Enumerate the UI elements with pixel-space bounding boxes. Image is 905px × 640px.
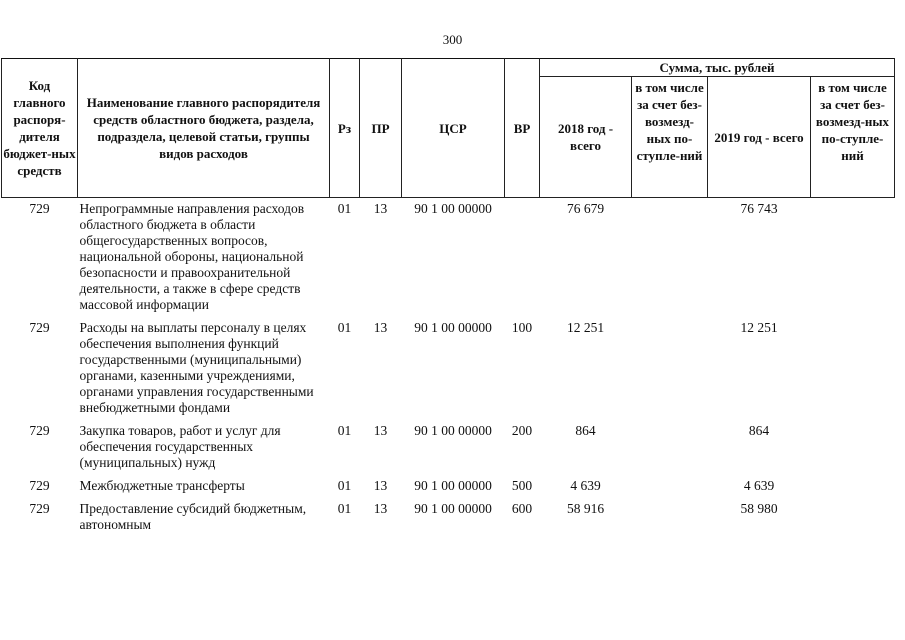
table-row [2, 498, 895, 537]
cell-vr [505, 198, 540, 318]
cell-2019-gratuitous [811, 475, 895, 498]
cell-pr: 13 [373, 320, 388, 335]
cell-code: 729 [29, 201, 50, 216]
page-number: 300 [442, 32, 463, 47]
cell-pr: 13 [373, 201, 388, 216]
cell-vr: 100 [511, 320, 533, 335]
cell-csr: 90 1 00 00000 [414, 320, 492, 335]
cell-2018-gratuitous [632, 317, 708, 420]
cell-2018-total: 864 [575, 423, 596, 438]
header-rz: Рз [330, 59, 360, 198]
table-row [2, 475, 895, 498]
cell-2019-total: 12 251 [740, 320, 778, 335]
cell-2019-total: 864 [748, 423, 770, 438]
cell-2018-gratuitous [632, 198, 708, 318]
cell-2018-total: 76 679 [566, 201, 605, 216]
cell-csr: 90 1 00 00000 [414, 201, 492, 216]
cell-2018-total: 4 639 [570, 478, 601, 493]
cell-2018-gratuitous [632, 420, 708, 475]
budget-table [1, 58, 895, 537]
cell-name: Непрограммные направления расходов областного бюджета в области общегосударственных вопросов, национальной обороны, национальной безопасности и правоохранительной деятельности, а также в сфере средств массовой информации [79, 201, 305, 312]
header-2019-total: 2019 год - всего [708, 77, 811, 198]
cell-code: 729 [29, 478, 50, 493]
cell-2018-gratuitous [632, 475, 708, 498]
table-row [2, 420, 895, 475]
cell-code: 729 [29, 501, 50, 516]
header-sum-group: Сумма, тыс. рублей [540, 59, 895, 77]
cell-csr: 90 1 00 00000 [414, 423, 492, 438]
cell-2019-gratuitous [811, 317, 895, 420]
cell-2019-gratuitous [811, 198, 895, 318]
header-vr: ВР [505, 59, 540, 198]
cell-vr: 500 [511, 478, 533, 493]
cell-rz: 01 [337, 423, 352, 438]
header-2018-gratuitous: в том числе за счет без-возмезд-ных по-ступле-ний [632, 77, 708, 198]
cell-2019-total: 76 743 [740, 201, 778, 216]
table-body [2, 198, 895, 538]
cell-name: Предоставление субсидий бюджетным, автономным [79, 501, 307, 532]
header-2018-total: 2018 год - всего [540, 77, 632, 198]
cell-vr: 600 [511, 501, 533, 516]
cell-name: Межбюджетные трансферты [79, 478, 245, 493]
cell-vr: 200 [511, 423, 533, 438]
cell-csr: 90 1 00 00000 [414, 478, 492, 493]
cell-rz: 01 [337, 478, 352, 493]
header-name: Наименование главного распорядителя средств областного бюджета, раздела, подраздела, целевой статьи, группы видов расходов [78, 59, 330, 198]
cell-rz: 01 [337, 501, 352, 516]
cell-rz: 01 [337, 201, 352, 216]
cell-2019-total: 58 980 [740, 501, 778, 516]
cell-2018-gratuitous [632, 498, 708, 537]
cell-pr: 13 [373, 423, 388, 438]
table-row [2, 317, 895, 420]
cell-pr: 13 [373, 501, 388, 516]
cell-2019-gratuitous [811, 420, 895, 475]
header-csr: ЦСР [402, 59, 505, 198]
cell-2019-total: 4 639 [743, 478, 775, 493]
cell-pr: 13 [373, 478, 388, 493]
cell-2019-gratuitous [811, 498, 895, 537]
cell-csr: 90 1 00 00000 [414, 501, 492, 516]
header-code: Код главного распоря-дителя бюджет-ных средств [2, 59, 78, 198]
table-header [2, 59, 895, 198]
header-pr: ПР [360, 59, 402, 198]
cell-code: 729 [29, 423, 50, 438]
cell-name: Закупка товаров, работ и услуг для обеспечения государственных (муниципальных) нужд [79, 423, 281, 470]
cell-2018-total: 12 251 [566, 320, 605, 335]
cell-rz: 01 [337, 320, 352, 335]
header-2019-gratuitous: в том числе за счет без-возмезд-ных по-ступле-ний [811, 77, 895, 198]
cell-name: Расходы на выплаты персоналу в целях обеспечения выполнения функций государственными (муниципальными) органами, казенными учреждениями, органами управления государственными внебюджетными фондами [79, 320, 314, 415]
table-row [2, 198, 895, 318]
cell-2018-total: 58 916 [566, 501, 605, 516]
cell-code: 729 [29, 320, 50, 335]
